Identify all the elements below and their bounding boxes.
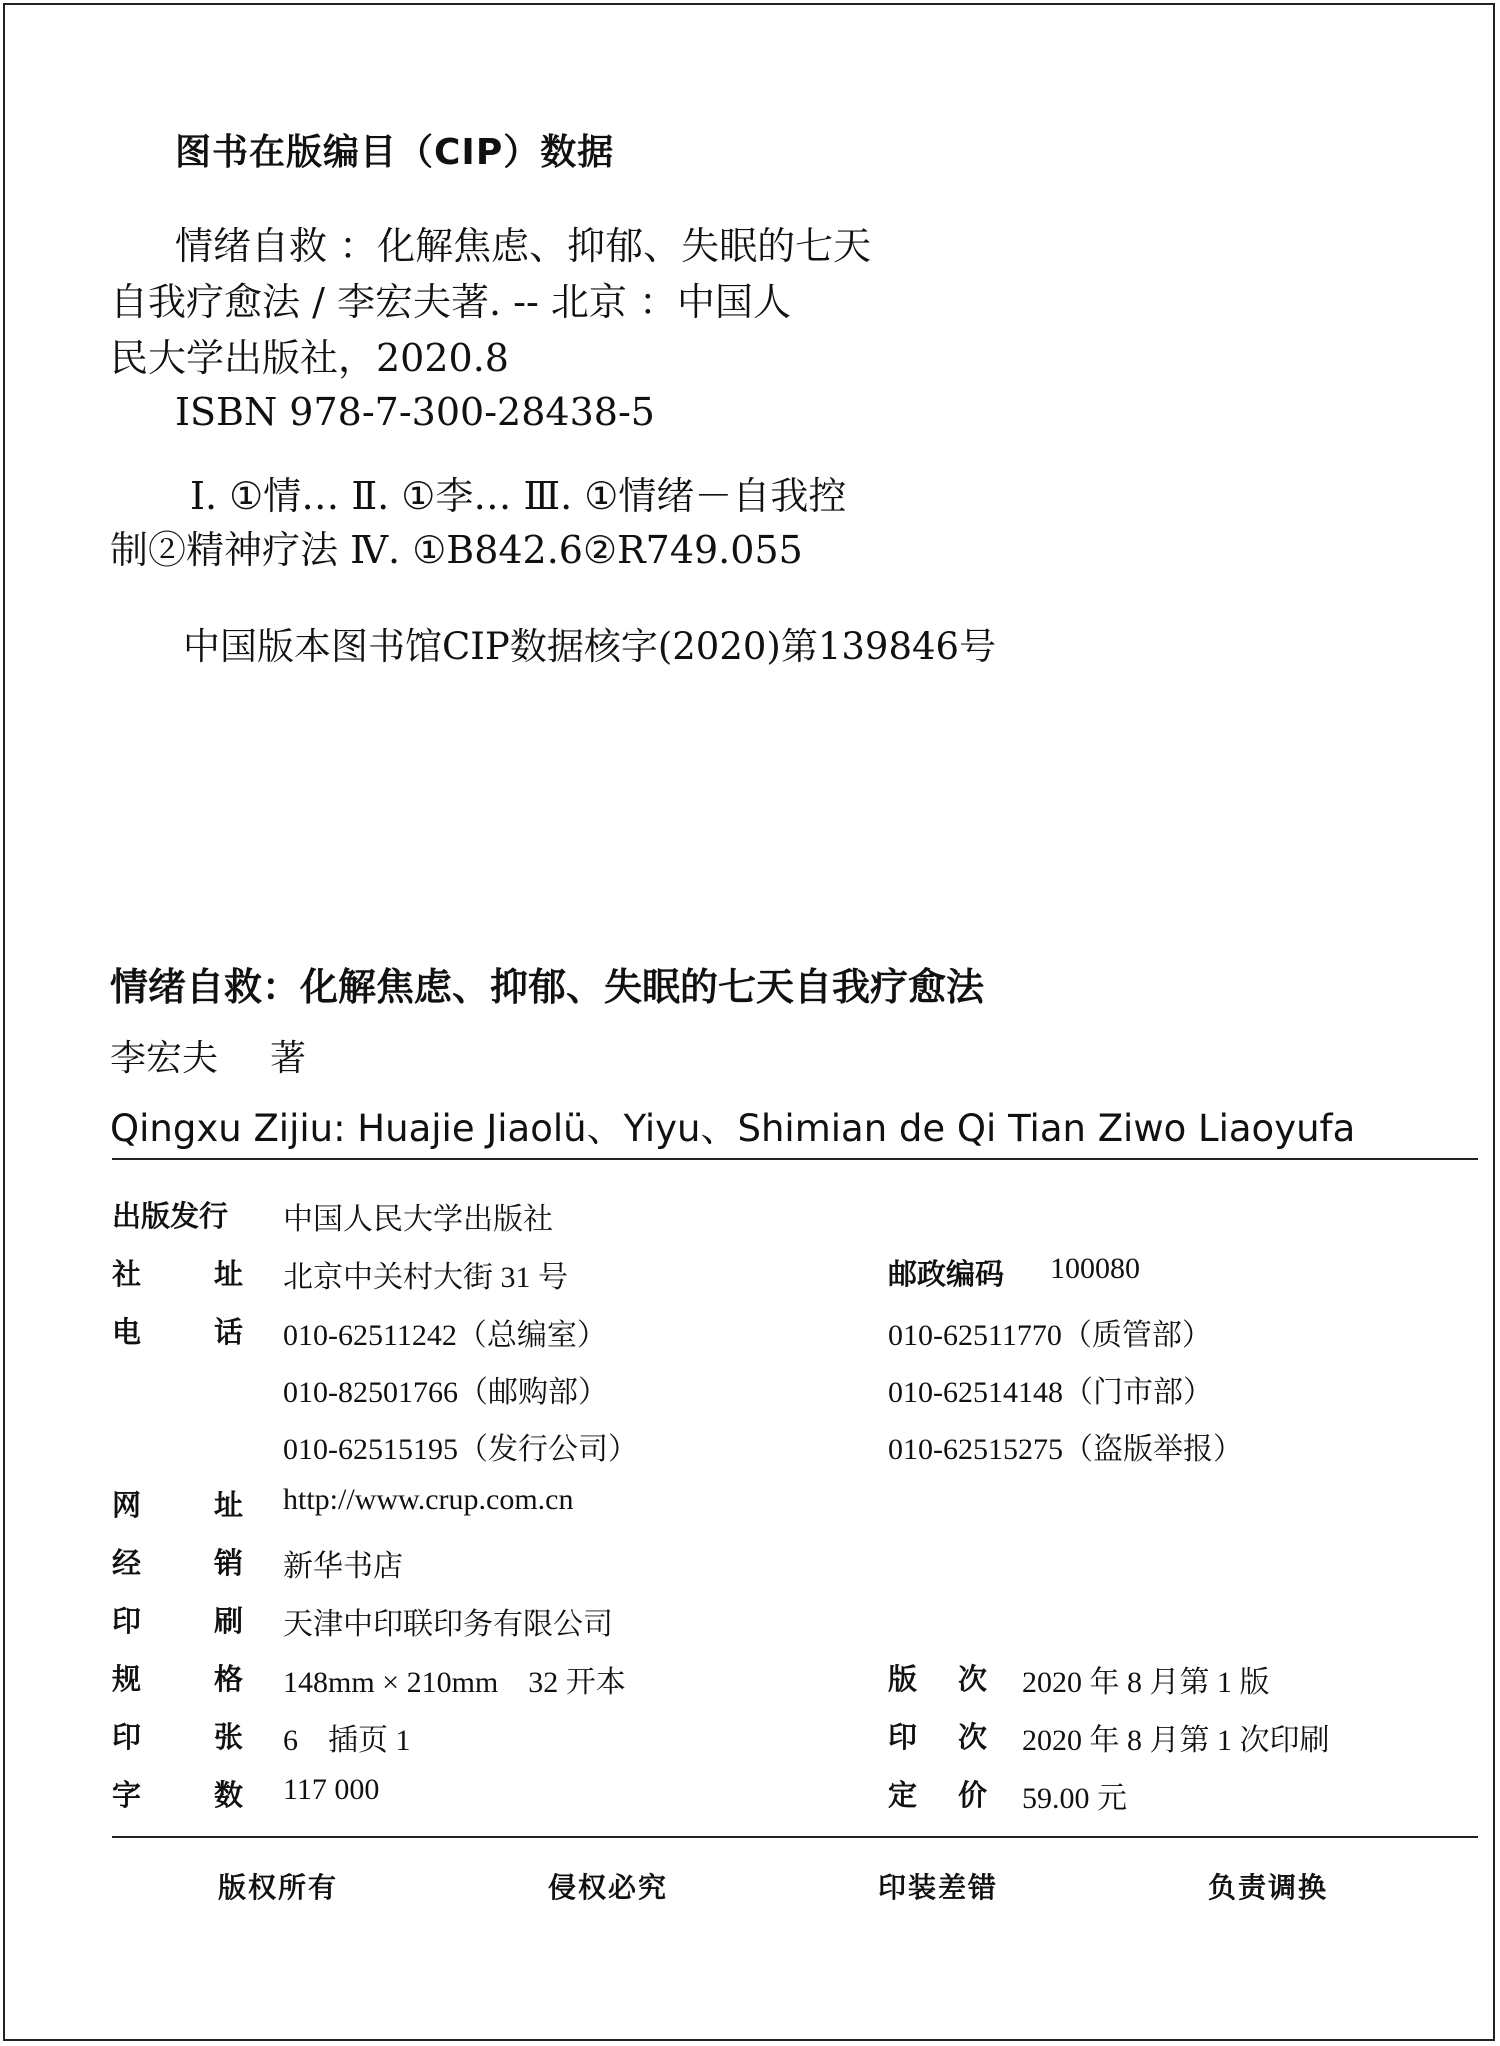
website-link[interactable]: http://www.crup.com.cn (283, 1483, 574, 1516)
website-label-2: 址 (214, 1488, 244, 1522)
spec-value: 148mm × 210mm 32 开本 (283, 1666, 626, 1699)
website-label-1: 网 (112, 1488, 142, 1522)
phone-label-2: 话 (214, 1315, 244, 1349)
edition-value: 2020 年 8 月第 1 版 (1022, 1666, 1270, 1699)
author-role: 著 (270, 1038, 307, 1079)
words-value: 117 000 (283, 1773, 380, 1806)
phone-store: 010-62514148（门市部） (888, 1376, 1213, 1409)
address-value: 北京中关村大街 31 号 (283, 1261, 568, 1294)
bottom-divider (112, 1836, 1478, 1838)
distributor-label-1: 经 (112, 1546, 142, 1580)
spec-label-1: 规 (112, 1662, 142, 1696)
edition-label-2: 次 (958, 1662, 988, 1696)
printer-value: 天津中印联印务有限公司 (283, 1608, 613, 1641)
sheets-label-2: 张 (214, 1720, 244, 1754)
distributor-label-2: 销 (214, 1546, 244, 1580)
postcode-value: 100080 (1050, 1252, 1140, 1285)
printer-label-1: 印 (112, 1604, 142, 1638)
printing-value: 2020 年 8 月第 1 次印刷 (1022, 1724, 1330, 1757)
book-author (110, 1030, 306, 1081)
price-label-1: 定 (888, 1778, 918, 1812)
cip-isbn: ISBN 978-7-300-28438-5 (175, 390, 655, 434)
cip-line-1: 情绪自救 ：化解焦虑、抑郁、失眠的七天 (175, 224, 872, 268)
edition-label-1: 版 (888, 1662, 918, 1696)
phone-mailorder: 010-82501766（邮购部） (283, 1376, 608, 1409)
pinyin-title: Qingxu Zijiu: Huajie Jiaolü、Yiyu、Shimian de Qi Tian Ziwo Liaoyufa (110, 1107, 1356, 1150)
footer-infringement: 侵权必究 (548, 1871, 669, 1904)
printing-label-1: 印 (888, 1720, 918, 1754)
publisher-value: 中国人民大学出版社 (283, 1203, 553, 1236)
phone-editorial: 010-62511242（总编室） (283, 1319, 607, 1352)
words-label-2: 数 (214, 1778, 244, 1812)
cip-line-3: 民大学出版社，2020.8 (110, 336, 509, 380)
cip-line-5: Ⅰ. ①情… Ⅱ. ①李… Ⅲ. ①情绪－自我控 (190, 474, 847, 518)
price-label-2: 价 (958, 1778, 988, 1812)
spec-label-2: 格 (214, 1662, 244, 1696)
price-value: 59.00 元 (1022, 1782, 1127, 1815)
footer-copyright: 版权所有 (218, 1871, 339, 1904)
cip-heading: 图书在版编目（CIP）数据 (175, 132, 615, 173)
printer-label-2: 刷 (214, 1604, 244, 1638)
publisher-label: 出版发行 (112, 1199, 229, 1233)
book-title: 情绪自救：化解焦虑、抑郁、失眠的七天自我疗愈法 (110, 965, 985, 1009)
top-divider (112, 1158, 1478, 1160)
cip-line-2: 自我疗愈法 / 李宏夫著. -- 北京 ：中国人 (110, 280, 791, 324)
footer-exchange: 负责调换 (1208, 1871, 1329, 1904)
phone-distribution: 010-62515195（发行公司） (283, 1433, 638, 1466)
distributor-value: 新华书店 (283, 1550, 403, 1583)
address-label-1: 社 (112, 1257, 142, 1291)
printing-label-2: 次 (958, 1720, 988, 1754)
phone-piracy: 010-62515275（盗版举报） (888, 1433, 1243, 1466)
sheets-label-1: 印 (112, 1720, 142, 1754)
postcode-label: 邮政编码 (888, 1257, 1005, 1291)
sheets-value: 6 插页 1 (283, 1724, 411, 1757)
phone-quality: 010-62511770（质管部） (888, 1319, 1212, 1352)
cip-line-6: 制②精神疗法 Ⅳ. ①B842.6②R749.055 (110, 528, 803, 572)
footer-print-errors: 印装差错 (878, 1871, 999, 1904)
author-name: 李宏夫 (110, 1038, 219, 1079)
phone-label-1: 电 (112, 1315, 142, 1349)
cip-verification-number: 中国版本图书馆CIP数据核字(2020)第139846号 (183, 625, 997, 668)
words-label-1: 字 (112, 1778, 142, 1812)
address-label-2: 址 (214, 1257, 244, 1291)
